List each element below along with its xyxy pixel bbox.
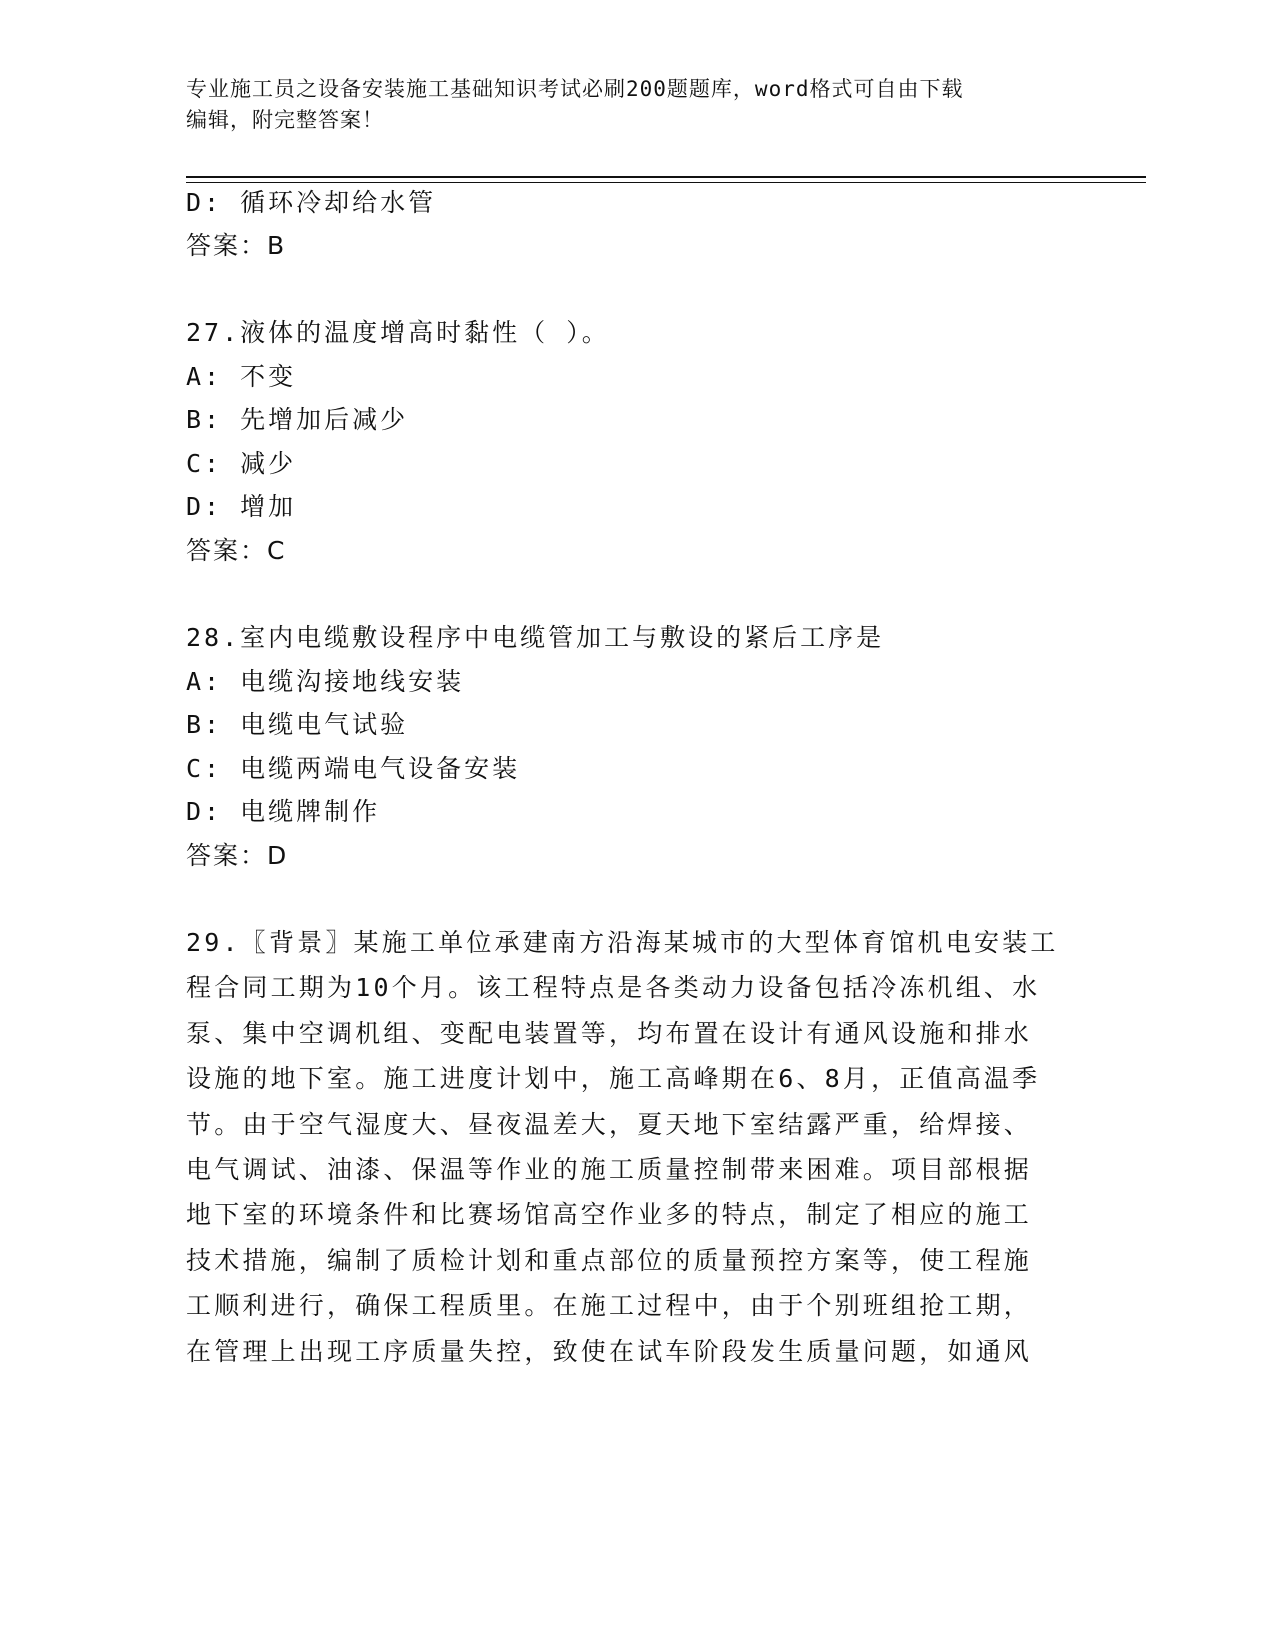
header-title-line-1: 专业施工员之设备安装施工基础知识考试必刷200题题库，word格式可自由下载 [186, 77, 964, 101]
paragraph-line: 29.〖背景〗某施工单位承建南方沿海某城市的大型体育馆机电安装工 [186, 928, 1059, 957]
paragraph-line: 程合同工期为10个月。该工程特点是各类动力设备包括冷冻机组、水 [186, 973, 1041, 1003]
answer-value: C [267, 536, 285, 565]
page-header [186, 74, 1086, 136]
question-28-answer [186, 839, 286, 873]
header-title-line-2: 编辑，附完整答案！ [186, 108, 384, 132]
answer-label: 答案： [186, 536, 268, 565]
question-28-option-b: B: 电缆电气试验 [186, 710, 409, 739]
answer-value: D [267, 841, 287, 870]
prev-question-option-d: D: 循环冷却给水管 [186, 188, 437, 217]
question-27-option-a: A: 不变 [186, 362, 297, 391]
question-28-option-d: D: 电缆牌制作 [186, 797, 381, 826]
answer-value: B [267, 231, 285, 260]
paragraph-line: 地下室的环境条件和比赛场馆高空作业多的特点，制定了相应的施工 [186, 1200, 1033, 1230]
prev-question-answer [186, 229, 284, 263]
question-27-option-b: B: 先增加后减少 [186, 405, 409, 434]
header-divider-thick [186, 176, 1146, 178]
paragraph-line: 技术措施，编制了质检计划和重点部位的质量预控方案等，使工程施 [186, 1245, 1033, 1275]
question-28-option-c: C: 电缆两端电气设备安装 [186, 754, 521, 783]
paragraph-line: 电气调试、油漆、保温等作业的施工质量控制带来困难。项目部根据 [186, 1155, 1033, 1185]
paragraph-line: 在管理上出现工序质量失控，致使在试车阶段发生质量问题，如通风 [186, 1336, 1033, 1366]
question-28-option-a: A: 电缆沟接地线安装 [186, 667, 465, 696]
question-28-stem: 28.室内电缆敷设程序中电缆管加工与敷设的紧后工序是 [186, 623, 885, 652]
question-29-background [186, 920, 1066, 1374]
paragraph-line: 设施的地下室。施工进度计划中，施工高峰期在6、8月，正值高温季 [186, 1064, 1041, 1094]
question-27-option-c: C: 减少 [186, 449, 297, 478]
header-divider-thin [186, 182, 1146, 183]
answer-label: 答案： [186, 841, 268, 870]
paragraph-line: 工顺利进行，确保工程质里。在施工过程中，由于个别班组抢工期， [186, 1291, 1033, 1321]
answer-label: 答案： [186, 231, 268, 260]
paragraph-line: 泵、集中空调机组、变配电装置等，均布置在设计有通风设施和排水 [186, 1018, 1033, 1048]
question-27-option-d: D: 增加 [186, 492, 297, 521]
question-27-stem: 27.液体的温度增高时黏性（ ）。 [186, 318, 610, 347]
question-27-answer [186, 534, 284, 568]
paragraph-line: 节。由于空气湿度大、昼夜温差大，夏天地下室结露严重，给焊接、 [186, 1109, 1033, 1139]
